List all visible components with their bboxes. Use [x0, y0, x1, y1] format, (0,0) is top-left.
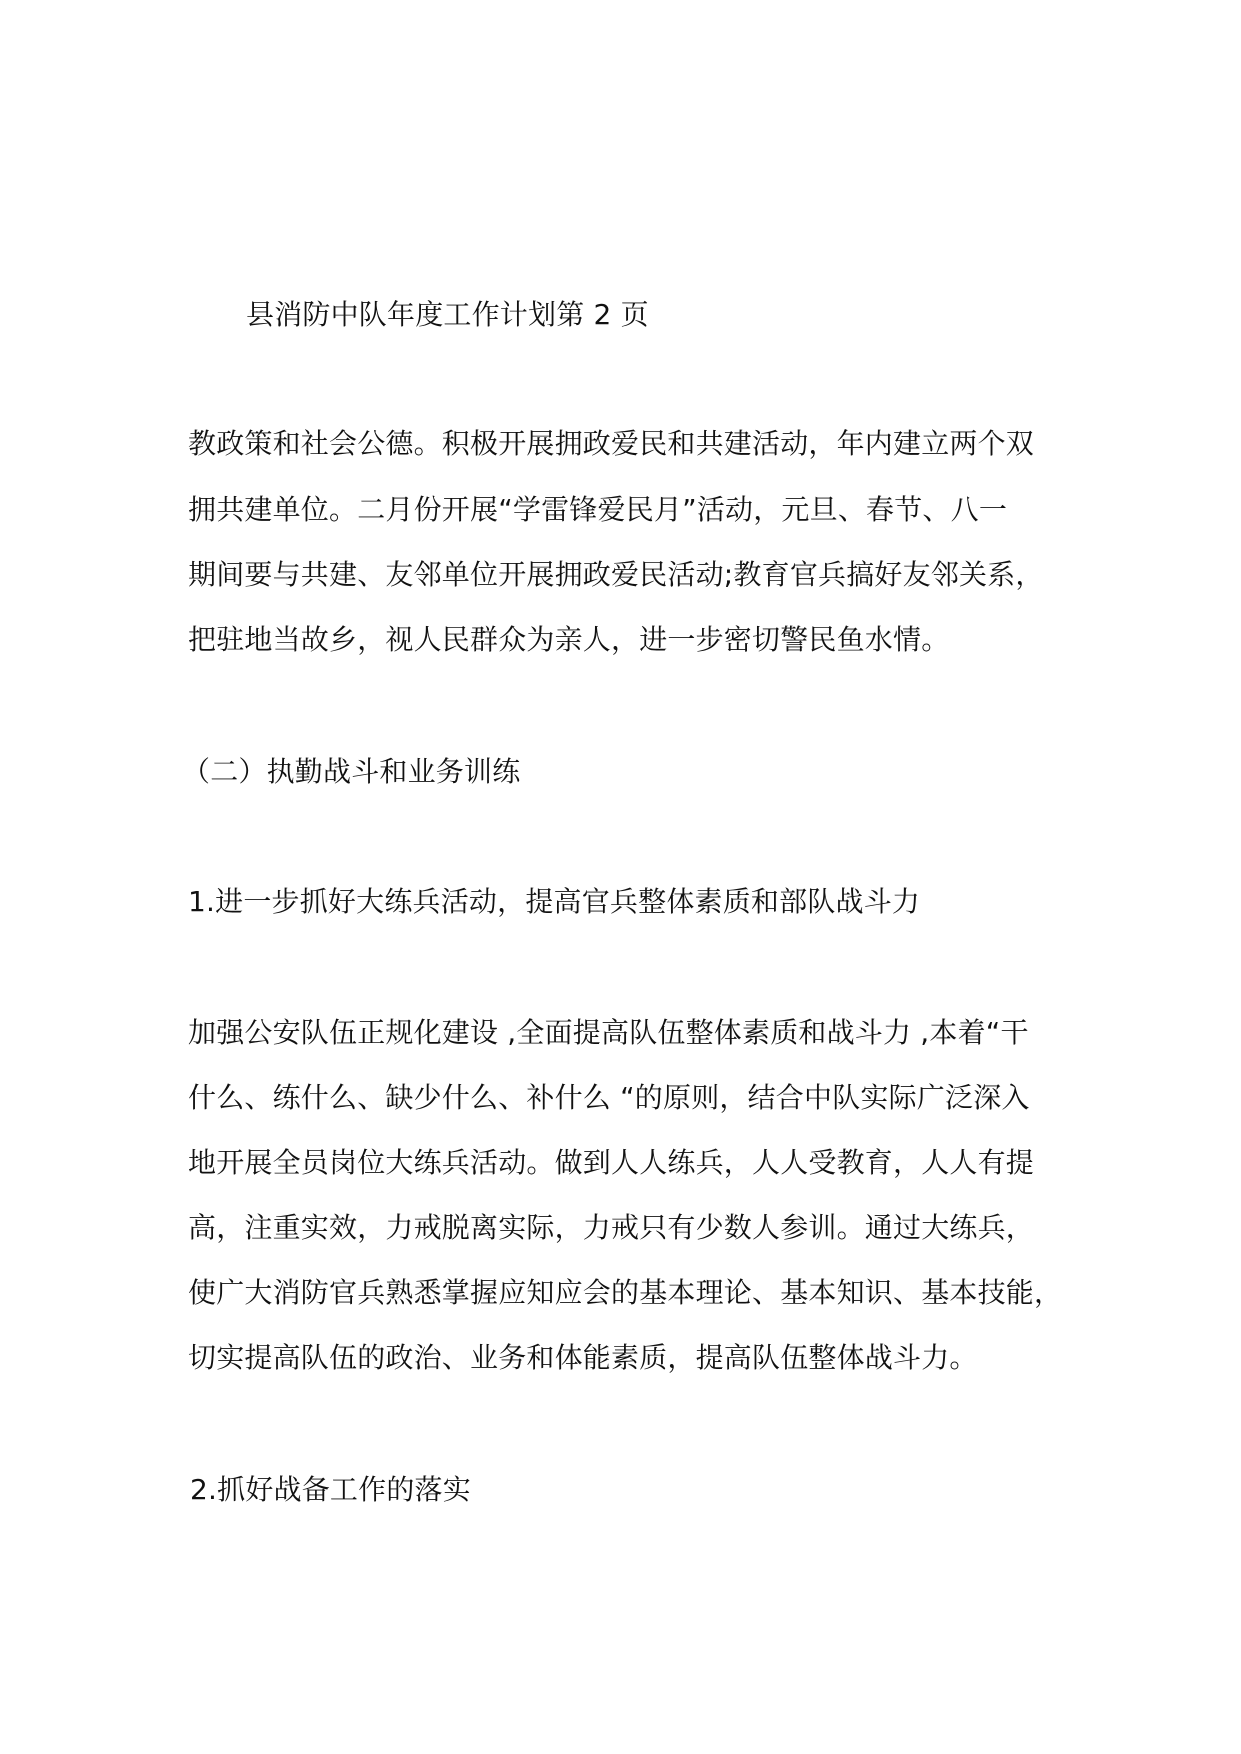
subheading-training: 1.进一步抓好大练兵活动，提高官兵整体素质和部队战斗力 — [188, 885, 921, 918]
paragraph-line: 地开展全员岗位大练兵活动。做到人人练兵，人人受教育，人人有提 — [188, 1146, 1035, 1179]
page-title: 县消防中队年度工作计划第 2 页 — [246, 298, 649, 331]
subheading-readiness: 2.抓好战备工作的落实 — [190, 1473, 471, 1506]
paragraph-line: 使广大消防官兵熟悉掌握应知应会的基本理论、基本知识、基本技能， — [188, 1276, 1063, 1309]
paragraph-line: 期间要与共建、友邻单位开展拥政爱民活动;教育官兵搞好友邻关系， — [188, 558, 1044, 591]
paragraph-line: 高，注重实效，力戒脱离实际，力戒只有少数人参训。通过大练兵， — [188, 1211, 1035, 1244]
paragraph-line: 切实提高队伍的政治、业务和体能素质，提高队伍整体战斗力。 — [188, 1341, 978, 1374]
paragraph-line: 教政策和社会公德。积极开展拥政爱民和共建活动，年内建立两个双 — [188, 427, 1035, 460]
section-heading: （二）执勤战斗和业务训练 — [182, 755, 521, 788]
paragraph-line: 加强公安队伍正规化建设 ,全面提高队伍整体素质和战斗力 ,本着“干 — [188, 1016, 1029, 1049]
paragraph-line: 把驻地当故乡，视人民群众为亲人，进一步密切警民鱼水情。 — [188, 623, 950, 656]
paragraph-line: 拥共建单位。二月份开展“学雷锋爱民月”活动，元旦、春节、八一 — [188, 493, 1008, 526]
paragraph-line: 什么、练什么、缺少什么、补什么 “的原则，结合中队实际广泛深入 — [188, 1081, 1030, 1114]
